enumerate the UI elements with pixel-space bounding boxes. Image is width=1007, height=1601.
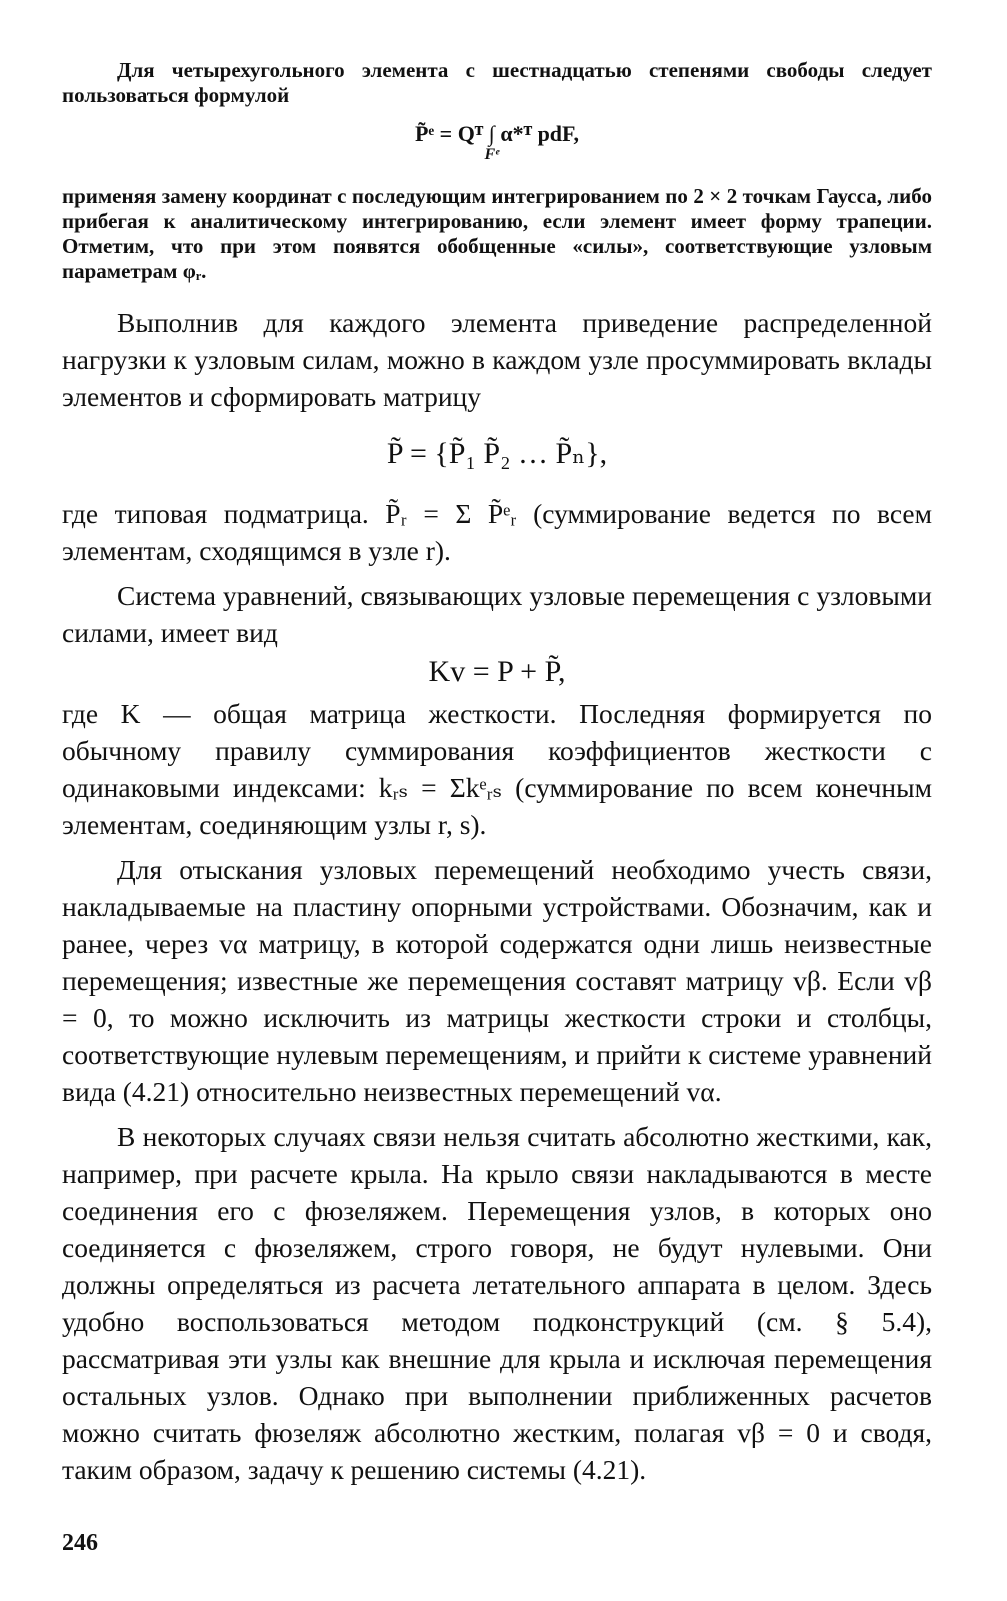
page-number: 246	[62, 1530, 98, 1556]
paragraph-6: где K — общая матрица жесткости. Последняя формируется по обычному правилу суммирования коэффициентов жесткости с одинаковыми индексами: kᵣₛ = Σkᵉᵣₛ (суммирование по всем конечным элементам, соединяющим узлы r, s).	[62, 698, 932, 840]
paragraph-2: применяя замену координат с последующим интегрированием по 2 × 2 точкам Гаусса, либо прибегая к аналитическому интегрированию, если элемент имеет форму трапеции. Отметим, что при этом появятся обобщенные «силы», соответствующие узловым параметрам φᵣ.	[62, 184, 932, 283]
paragraph-1: Для четырехугольного элемента с шестнадцатью степенями свободы следует пользоваться формулой	[62, 58, 932, 107]
formula-load-vector-element	[62, 122, 932, 164]
page-body	[62, 58, 932, 1488]
paragraph-4: где типовая подматрица. P̃ᵣ = Σ P̃ᵉᵣ (суммирование ведется по всем элементам, сходящимся в узле r).	[62, 498, 932, 566]
paragraph-8: В некоторых случаях связи нельзя считать абсолютно жесткими, как, например, при расчете крыла. На крыло связи накладываются в месте соединения его с фюзеляжем. Перемещения узлов, в которых оно соединяется с фюзеляжем, строго говоря, не будут нулевыми. Они должны определяться из расчета летательного аппарата в целом. Здесь удобно воспользоваться методом подконструкций (см. § 5.4), рассматривая эти узлы как внешние для крыла и исключая перемещения остальных узлов. Однако при выполнении приближенных расчетов можно считать фюзеляж абсолютно жестким, полагая vβ = 0 и сводя, таким образом, задачу к решению системы (4.21).	[62, 1121, 932, 1485]
formula-1-subscript: Fᵉ	[484, 146, 500, 163]
paragraph-3: Выполнив для каждого элемента приведение распределенной нагрузки к узловым силам, можно в каждом узле просуммировать вклады элементов и сформировать матрицу	[62, 307, 932, 412]
formula-system: Kv = P + P̃,	[428, 655, 566, 688]
paragraph-5: Система уравнений, связывающих узловые перемещения с узловыми силами, имеет вид	[62, 580, 932, 648]
formula-load-matrix: P̃ = {P̃₁ P̃₂ … P̃ₙ},	[386, 437, 608, 470]
paragraph-7: Для отыскания узловых перемещений необходимо учесть связи, накладываемые на пластину опорными устройствами. Обозначим, как и ранее, через vα матрицу, в которой содержатся одни лишь неизвестные перемещения; известные же перемещения составят матрицу vβ. Если vβ = 0, то можно исключить из матрицы жесткости строки и столбцы, соответствующие нулевым перемещениям, и прийти к системе уравнений вида (4.21) относительно неизвестных перемещений vα.	[62, 854, 932, 1107]
formula-1-main: P̃ᵉ = Qᵀ ∫ α*ᵀ pdF,	[415, 121, 579, 146]
